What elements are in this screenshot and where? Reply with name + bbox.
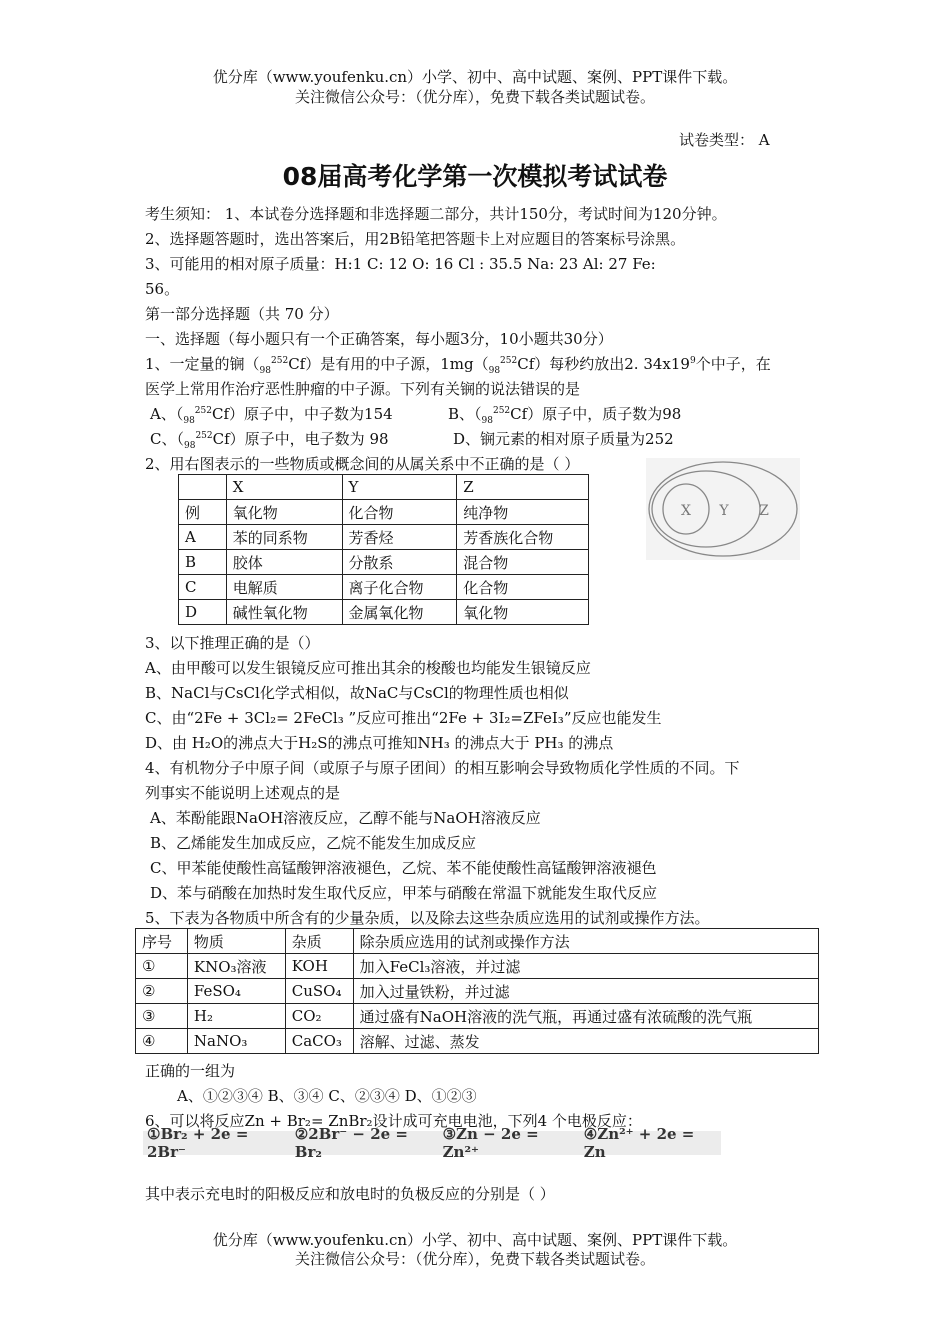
table-cell: ④ (136, 1029, 188, 1054)
q5-stem: 5、下表为各物质中所含有的少量杂质，以及除去这些杂质应选用的试剂或操作方法。 (145, 909, 710, 927)
footer-line-2: 关注微信公众号：（优分库），免费下载各类试题试卷。 (294, 1250, 655, 1268)
table-cell: CO₂ (285, 1004, 353, 1029)
q2-stem: 2、用右图表示的一些物质或概念间的从属关系中不正确的是（ ） (145, 455, 580, 473)
venn-x-label: X (681, 503, 691, 519)
q5-table-row-1 (136, 954, 819, 979)
table-cell: 氧化物 (226, 500, 342, 525)
table-cell: Y (342, 475, 457, 500)
q5-table-row-0 (136, 929, 819, 954)
venn-y-ellipse (652, 471, 760, 547)
table-cell: 序号 (136, 929, 188, 954)
table-cell: 离子化合物 (342, 575, 457, 600)
q1-option-b: B、$(_{98}^{252}Cf)$原子中，质子数为98 (448, 405, 682, 426)
table-cell: CaCO₃ (285, 1029, 353, 1054)
table-cell: FeSO₄ (187, 979, 285, 1004)
table-cell: 通过盛有NaOH溶液的洗气瓶，再通过盛有浓硫酸的洗气瓶 (353, 1004, 818, 1029)
q2-table-row-2 (179, 525, 589, 550)
table-cell: ③ (136, 1004, 188, 1029)
table-cell: 分散系 (342, 550, 457, 575)
table-cell: 电解质 (226, 575, 342, 600)
q1-option-d: D、锎元素的相对原子质量为252 (453, 430, 674, 448)
q3-option-b: B、NaCl与CsCl化学式相似，故NaC与CsCl的物理性质也相似 (145, 684, 569, 702)
q2-table-row-1 (179, 500, 589, 525)
q1-option-c: C、$(_{98}^{252}Cf)$原子中，电子数为 98 (150, 430, 389, 451)
notice-3: 3、可能用的相对原子质量：H:1 C: 12 O: 16 Cl : 35.5 Na: 23 Al: 27 Fe: (145, 255, 656, 273)
equation-4: ④Zn²⁺ + 2e = Zn (583, 1125, 695, 1161)
table-cell: A (179, 525, 227, 550)
q5-table (135, 928, 819, 1054)
table-cell: X (226, 475, 342, 500)
table-cell: 杂质 (285, 929, 353, 954)
q5-table-row-2 (136, 979, 819, 1004)
q1-stem: 1、一定量的锎$(_{98}^{252}Cf)$是有用的中子源，$1mg(_{98}^{252}Cf)$每秒约放出2. $34x19^9$个中子，在 (145, 355, 771, 376)
part-heading: 第一部分选择题（共 70 分） (145, 305, 339, 323)
table-cell: 芳香烃 (342, 525, 457, 550)
paper-type: 试卷类型： A (679, 131, 770, 149)
q2-table-row-0 (179, 475, 589, 500)
table-cell: 纯净物 (457, 500, 589, 525)
table-cell: H₂ (187, 1004, 285, 1029)
q5-table-row-4 (136, 1029, 819, 1054)
table-cell: 溶解、过滤、蒸发 (353, 1029, 818, 1054)
table-cell (179, 475, 227, 500)
table-cell: CuSO₄ (285, 979, 353, 1004)
table-cell: 加入过量铁粉，并过滤 (353, 979, 818, 1004)
q2-table-row-4 (179, 575, 589, 600)
table-cell: 例 (179, 500, 227, 525)
q4-stem-1: 4、有机物分子中原子间（或原子与原子团间）的相互影响会导致物质化学性质的不同。下 (145, 759, 740, 777)
table-cell: 化合物 (457, 575, 589, 600)
q2-table-row-5 (179, 600, 589, 625)
page-title: 08届高考化学第一次模拟考试试卷 (282, 162, 668, 191)
q5-answer-stem: 正确的一组为 (145, 1062, 236, 1080)
table-cell: 除杂质应选用的试剂或操作方法 (353, 929, 818, 954)
table-cell: Z (457, 475, 589, 500)
header-line-2: 关注微信公众号：（优分库），免费下载各类试题试卷。 (294, 88, 655, 106)
venn-diagram (646, 458, 800, 560)
q3-option-a: A、由甲酸可以发生银镜反应可推出其余的梭酸也均能发生银镜反应 (145, 659, 591, 677)
table-cell: 碱性氧化物 (226, 600, 342, 625)
q1-option-a: A、$(_{98}^{252}Cf)$原子中，中子数为154 (150, 405, 393, 426)
q2-table-row-3 (179, 550, 589, 575)
equation-2: ②2Br⁻ − 2e = Br₂ (294, 1125, 408, 1161)
q5-table-row-3 (136, 1004, 819, 1029)
notice-2: 2、选择题答题时，选出答案后，用2B铅笔把答题卡上对应题目的答案标号涂黑。 (145, 230, 686, 248)
table-cell: 胶体 (226, 550, 342, 575)
footer-line-1: 优分库（www.youfenku.cn）小学、初中、高中试题、案例、PPT课件下载。 (212, 1231, 738, 1249)
table-cell: D (179, 600, 227, 625)
q4-option-a: A、苯酚能跟NaOH溶液反应，乙醇不能与NaOH溶液反应 (150, 809, 541, 827)
table-cell: 混合物 (457, 550, 589, 575)
q3-stem: 3、以下推理正确的是（） (145, 634, 320, 652)
electrode-equations (143, 1125, 721, 1161)
q3-option-c: C、由“2Fe + 3Cl₂= 2FeCl₃ ”反应可推出“2Fe + 3I₂=ZFeI₃”反应也能发生 (145, 709, 662, 727)
q6-stem: 6、可以将反应Zn + Br₂= ZnBr₂设计成可充电电池，下列4 个电极反应： (145, 1112, 642, 1130)
q4-option-c: C、甲苯能使酸性高锰酸钾溶液褪色，乙烷、苯不能使酸性高锰酸钾溶液褪色 (150, 859, 657, 877)
q4-option-d: D、苯与硝酸在加热时发生取代反应，甲苯与硝酸在常温下就能发生取代反应 (150, 884, 658, 902)
notice-1: 考生须知： 1、本试卷分选择题和非选择题二部分，共计150分，考试时间为120分钟。 (145, 205, 727, 223)
venn-z-label: Z (759, 503, 769, 519)
table-cell: ① (136, 954, 188, 979)
q2-table (178, 474, 589, 625)
table-cell: NaNO₃ (187, 1029, 285, 1054)
header-line-1: 优分库（www.youfenku.cn）小学、初中、高中试题、案例、PPT课件下载。 (212, 68, 738, 86)
table-cell: 芳香族化合物 (457, 525, 589, 550)
q4-option-b: B、乙烯能发生加成反应，乙烷不能发生加成反应 (150, 834, 477, 852)
q6-question: 其中表示充电时的阳极反应和放电时的负极反应的分别是（ ） (145, 1185, 555, 1203)
table-cell: 氧化物 (457, 600, 589, 625)
table-cell: C (179, 575, 227, 600)
table-cell: B (179, 550, 227, 575)
table-cell: KNO₃溶液 (187, 954, 285, 979)
table-cell: 加入FeCl₃溶液，并过滤 (353, 954, 818, 979)
equation-1: ①Br₂ + 2e = 2Br⁻ (147, 1125, 249, 1161)
table-cell: 苯的同系物 (226, 525, 342, 550)
table-cell: ② (136, 979, 188, 1004)
equation-3: ③Zn − 2e = Zn²⁺ (442, 1125, 539, 1161)
q5-options: A、①②③④ B、③④ C、②③④ D、①②③ (177, 1087, 477, 1105)
section-heading: 一、选择题（每小题只有一个正确答案，每小题3分，10小题共30分） (145, 330, 613, 348)
q1-stem-2: 医学上常用作治疗恶性肿瘤的中子源。下列有关锎的说法错误的是 (145, 380, 581, 398)
table-cell: 金属氧化物 (342, 600, 457, 625)
venn-y-label: Y (719, 503, 729, 519)
table-cell: 物质 (187, 929, 285, 954)
q3-option-d: D、由 H₂O的沸点大于H₂S的沸点可推知NH₃ 的沸点大于 PH₃ 的沸点 (145, 734, 614, 752)
notice-3b: 56。 (145, 280, 180, 298)
table-cell: KOH (285, 954, 353, 979)
q4-stem-2: 列事实不能说明上述观点的是 (145, 784, 341, 802)
table-cell: 化合物 (342, 500, 457, 525)
